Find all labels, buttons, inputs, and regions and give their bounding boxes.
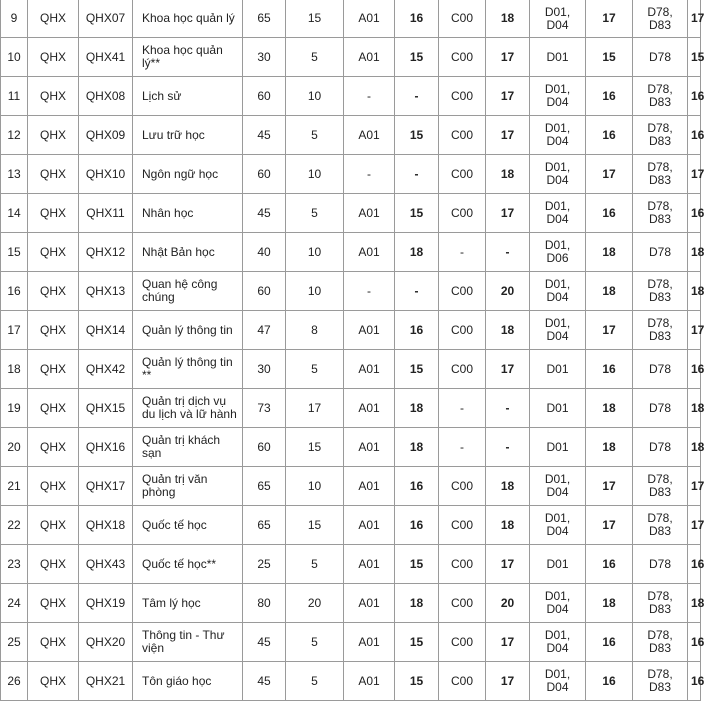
combo-4-cell: D78, D83 <box>633 662 688 701</box>
quota-total-cell: 45 <box>243 623 286 662</box>
school-code-cell: QHX <box>28 623 79 662</box>
row-number-cell: 18 <box>1 350 28 389</box>
row-number-cell: 10 <box>1 38 28 77</box>
major-name-cell: Nhật Bản học <box>133 233 243 272</box>
school-code-cell: QHX <box>28 38 79 77</box>
score-1-cell: 18 <box>395 428 439 467</box>
score-4-cell: 18 <box>688 428 701 467</box>
combo-4-cell: D78, D83 <box>633 311 688 350</box>
score-4-cell: 16 <box>688 77 701 116</box>
score-4-cell: 16 <box>688 194 701 233</box>
combo-1-cell: A01 <box>344 623 395 662</box>
table-row <box>1 623 701 662</box>
quota-total-cell: 60 <box>243 155 286 194</box>
major-name-cell: Lịch sử <box>133 77 243 116</box>
school-code-cell: QHX <box>28 428 79 467</box>
score-3-cell: 17 <box>586 155 633 194</box>
table-row <box>1 0 701 38</box>
major-name-cell: Lưu trữ học <box>133 116 243 155</box>
row-number-cell: 15 <box>1 233 28 272</box>
score-2-cell: - <box>486 389 530 428</box>
combo-4-cell: D78, D83 <box>633 272 688 311</box>
quota-total-cell: 45 <box>243 116 286 155</box>
major-name-cell: Quan hệ công chúng <box>133 272 243 311</box>
score-1-cell: 18 <box>395 584 439 623</box>
score-1-cell: - <box>395 272 439 311</box>
combo-4-cell: D78, D83 <box>633 116 688 155</box>
combo-4-cell: D78 <box>633 545 688 584</box>
score-1-cell: 18 <box>395 389 439 428</box>
score-3-cell: 16 <box>586 623 633 662</box>
major-code-cell: QHX42 <box>79 350 133 389</box>
table-body <box>1 0 704 701</box>
major-code-cell: QHX20 <box>79 623 133 662</box>
quota-total-cell: 65 <box>243 506 286 545</box>
score-3-cell: 16 <box>586 545 633 584</box>
major-code-cell: QHX12 <box>79 233 133 272</box>
score-3-cell: 15 <box>586 38 633 77</box>
major-code-cell: QHX43 <box>79 545 133 584</box>
combo-4-cell: D78 <box>633 428 688 467</box>
combo-4-cell: D78, D83 <box>633 506 688 545</box>
combo-3-cell: D01, D06 <box>530 233 586 272</box>
score-1-cell: 15 <box>395 623 439 662</box>
score-4-cell: 18 <box>688 272 701 311</box>
quota-total-cell: 60 <box>243 272 286 311</box>
score-1-cell: 16 <box>395 311 439 350</box>
row-number-cell: 24 <box>1 584 28 623</box>
combo-1-cell: A01 <box>344 428 395 467</box>
table-row <box>1 389 701 428</box>
major-name-cell: Quản lý thông tin <box>133 311 243 350</box>
score-1-cell: - <box>395 155 439 194</box>
combo-3-cell: D01, D04 <box>530 272 586 311</box>
score-4-cell: 16 <box>688 623 701 662</box>
combo-1-cell: A01 <box>344 350 395 389</box>
combo-2-cell: C00 <box>439 467 486 506</box>
major-code-cell: QHX16 <box>79 428 133 467</box>
quota-total-cell: 40 <box>243 233 286 272</box>
score-2-cell: 18 <box>486 155 530 194</box>
table-row <box>1 545 701 584</box>
score-3-cell: 16 <box>586 194 633 233</box>
school-code-cell: QHX <box>28 194 79 233</box>
quota-total-cell: 60 <box>243 428 286 467</box>
combo-1-cell: A01 <box>344 662 395 701</box>
combo-3-cell: D01 <box>530 545 586 584</box>
score-2-cell: - <box>486 428 530 467</box>
score-4-cell: 16 <box>688 662 701 701</box>
combo-2-cell: C00 <box>439 38 486 77</box>
quota-by-score-cell: 5 <box>286 545 344 584</box>
combo-3-cell: D01 <box>530 389 586 428</box>
score-2-cell: 17 <box>486 116 530 155</box>
table-row <box>1 311 701 350</box>
score-2-cell: 17 <box>486 194 530 233</box>
quota-by-score-cell: 8 <box>286 311 344 350</box>
combo-1-cell: - <box>344 155 395 194</box>
combo-1-cell: A01 <box>344 0 395 38</box>
major-name-cell: Quốc tế học <box>133 506 243 545</box>
major-name-cell: Khoa học quản lý** <box>133 38 243 77</box>
major-code-cell: QHX08 <box>79 77 133 116</box>
major-name-cell: Tôn giáo học <box>133 662 243 701</box>
combo-4-cell: D78, D83 <box>633 467 688 506</box>
combo-4-cell: D78 <box>633 389 688 428</box>
major-name-cell: Tâm lý học <box>133 584 243 623</box>
school-code-cell: QHX <box>28 350 79 389</box>
table-row <box>1 584 701 623</box>
combo-2-cell: C00 <box>439 662 486 701</box>
score-3-cell: 18 <box>586 389 633 428</box>
school-code-cell: QHX <box>28 77 79 116</box>
combo-2-cell: C00 <box>439 506 486 545</box>
quota-total-cell: 80 <box>243 584 286 623</box>
combo-3-cell: D01, D04 <box>530 155 586 194</box>
combo-1-cell: - <box>344 272 395 311</box>
row-number-cell: 25 <box>1 623 28 662</box>
combo-3-cell: D01 <box>530 428 586 467</box>
score-2-cell: 18 <box>486 0 530 38</box>
combo-2-cell: C00 <box>439 0 486 38</box>
score-3-cell: 17 <box>586 506 633 545</box>
quota-total-cell: 65 <box>243 467 286 506</box>
quota-total-cell: 73 <box>243 389 286 428</box>
combo-2-cell: C00 <box>439 311 486 350</box>
quota-by-score-cell: 15 <box>286 506 344 545</box>
score-1-cell: - <box>395 77 439 116</box>
major-code-cell: QHX09 <box>79 116 133 155</box>
major-code-cell: QHX13 <box>79 272 133 311</box>
table-row <box>1 77 701 116</box>
combo-3-cell: D01, D04 <box>530 662 586 701</box>
major-name-cell: Quản trị văn phòng <box>133 467 243 506</box>
quota-total-cell: 47 <box>243 311 286 350</box>
row-number-cell: 20 <box>1 428 28 467</box>
score-4-cell: 17 <box>688 506 701 545</box>
row-number-cell: 17 <box>1 311 28 350</box>
quota-by-score-cell: 5 <box>286 116 344 155</box>
score-3-cell: 16 <box>586 662 633 701</box>
quota-by-score-cell: 5 <box>286 662 344 701</box>
major-code-cell: QHX15 <box>79 389 133 428</box>
quota-total-cell: 60 <box>243 77 286 116</box>
score-4-cell: 15 <box>688 38 701 77</box>
table-row <box>1 116 701 155</box>
row-number-cell: 16 <box>1 272 28 311</box>
score-3-cell: 17 <box>586 0 633 38</box>
combo-2-cell: - <box>439 233 486 272</box>
combo-2-cell: C00 <box>439 545 486 584</box>
combo-4-cell: D78, D83 <box>633 77 688 116</box>
row-number-cell: 14 <box>1 194 28 233</box>
school-code-cell: QHX <box>28 584 79 623</box>
score-2-cell: 17 <box>486 623 530 662</box>
quota-total-cell: 30 <box>243 38 286 77</box>
major-code-cell: QHX41 <box>79 38 133 77</box>
combo-4-cell: D78, D83 <box>633 194 688 233</box>
school-code-cell: QHX <box>28 233 79 272</box>
score-1-cell: 18 <box>395 233 439 272</box>
major-code-cell: QHX18 <box>79 506 133 545</box>
major-name-cell: Quốc tế học** <box>133 545 243 584</box>
combo-1-cell: - <box>344 77 395 116</box>
quota-by-score-cell: 20 <box>286 584 344 623</box>
school-code-cell: QHX <box>28 0 79 38</box>
row-number-cell: 21 <box>1 467 28 506</box>
major-code-cell: QHX07 <box>79 0 133 38</box>
combo-1-cell: A01 <box>344 116 395 155</box>
score-2-cell: 17 <box>486 545 530 584</box>
quota-by-score-cell: 15 <box>286 0 344 38</box>
combo-2-cell: - <box>439 389 486 428</box>
table-row <box>1 38 701 77</box>
combo-2-cell: C00 <box>439 350 486 389</box>
table-row <box>1 467 701 506</box>
score-4-cell: 17 <box>688 311 701 350</box>
table-row <box>1 272 701 311</box>
combo-2-cell: C00 <box>439 155 486 194</box>
combo-4-cell: D78 <box>633 350 688 389</box>
score-3-cell: 18 <box>586 233 633 272</box>
score-1-cell: 15 <box>395 38 439 77</box>
combo-2-cell: C00 <box>439 623 486 662</box>
score-1-cell: 16 <box>395 0 439 38</box>
school-code-cell: QHX <box>28 467 79 506</box>
combo-3-cell: D01, D04 <box>530 116 586 155</box>
combo-3-cell: D01 <box>530 38 586 77</box>
row-number-cell: 13 <box>1 155 28 194</box>
score-4-cell: 16 <box>688 116 701 155</box>
combo-1-cell: A01 <box>344 233 395 272</box>
quota-total-cell: 45 <box>243 662 286 701</box>
combo-2-cell: C00 <box>439 584 486 623</box>
quota-by-score-cell: 5 <box>286 350 344 389</box>
combo-1-cell: A01 <box>344 389 395 428</box>
quota-by-score-cell: 10 <box>286 77 344 116</box>
combo-4-cell: D78, D83 <box>633 584 688 623</box>
combo-4-cell: D78, D83 <box>633 623 688 662</box>
school-code-cell: QHX <box>28 155 79 194</box>
table-row <box>1 662 701 701</box>
row-number-cell: 11 <box>1 77 28 116</box>
combo-4-cell: D78, D83 <box>633 0 688 38</box>
score-1-cell: 15 <box>395 116 439 155</box>
combo-3-cell: D01, D04 <box>530 584 586 623</box>
combo-1-cell: A01 <box>344 38 395 77</box>
major-code-cell: QHX21 <box>79 662 133 701</box>
quota-total-cell: 65 <box>243 0 286 38</box>
quota-by-score-cell: 5 <box>286 623 344 662</box>
score-4-cell: 16 <box>688 545 701 584</box>
quota-by-score-cell: 17 <box>286 389 344 428</box>
combo-3-cell: D01, D04 <box>530 77 586 116</box>
score-4-cell: 18 <box>688 584 701 623</box>
score-1-cell: 16 <box>395 467 439 506</box>
score-4-cell: 17 <box>688 467 701 506</box>
major-name-cell: Khoa học quản lý <box>133 0 243 38</box>
combo-4-cell: D78, D83 <box>633 155 688 194</box>
combo-1-cell: A01 <box>344 506 395 545</box>
score-4-cell: 16 <box>688 350 701 389</box>
score-3-cell: 17 <box>586 311 633 350</box>
combo-2-cell: C00 <box>439 194 486 233</box>
major-name-cell: Quản lý thông tin ** <box>133 350 243 389</box>
score-3-cell: 16 <box>586 350 633 389</box>
combo-1-cell: A01 <box>344 545 395 584</box>
quota-by-score-cell: 10 <box>286 233 344 272</box>
combo-4-cell: D78 <box>633 38 688 77</box>
score-2-cell: 17 <box>486 350 530 389</box>
school-code-cell: QHX <box>28 506 79 545</box>
school-code-cell: QHX <box>28 545 79 584</box>
score-3-cell: 17 <box>586 467 633 506</box>
score-4-cell: 17 <box>688 0 701 38</box>
score-3-cell: 18 <box>586 272 633 311</box>
row-number-cell: 9 <box>1 0 28 38</box>
score-2-cell: 20 <box>486 584 530 623</box>
row-number-cell: 19 <box>1 389 28 428</box>
major-name-cell: Quản trị khách sạn <box>133 428 243 467</box>
quota-total-cell: 30 <box>243 350 286 389</box>
score-2-cell: 20 <box>486 272 530 311</box>
combo-4-cell: D78 <box>633 233 688 272</box>
score-1-cell: 15 <box>395 545 439 584</box>
combo-1-cell: A01 <box>344 311 395 350</box>
combo-2-cell: C00 <box>439 77 486 116</box>
combo-3-cell: D01, D04 <box>530 506 586 545</box>
major-name-cell: Nhân học <box>133 194 243 233</box>
quota-total-cell: 45 <box>243 194 286 233</box>
major-code-cell: QHX14 <box>79 311 133 350</box>
score-1-cell: 15 <box>395 194 439 233</box>
major-code-cell: QHX17 <box>79 467 133 506</box>
major-name-cell: Ngôn ngữ học <box>133 155 243 194</box>
combo-3-cell: D01 <box>530 350 586 389</box>
quota-by-score-cell: 10 <box>286 467 344 506</box>
school-code-cell: QHX <box>28 311 79 350</box>
row-number-cell: 26 <box>1 662 28 701</box>
table-row <box>1 506 701 545</box>
quota-by-score-cell: 15 <box>286 428 344 467</box>
table-row <box>1 194 701 233</box>
major-code-cell: QHX19 <box>79 584 133 623</box>
school-code-cell: QHX <box>28 272 79 311</box>
combo-2-cell: C00 <box>439 116 486 155</box>
score-2-cell: 17 <box>486 38 530 77</box>
combo-1-cell: A01 <box>344 194 395 233</box>
combo-3-cell: D01, D04 <box>530 0 586 38</box>
combo-1-cell: A01 <box>344 467 395 506</box>
score-4-cell: 18 <box>688 233 701 272</box>
score-2-cell: - <box>486 233 530 272</box>
quota-by-score-cell: 10 <box>286 155 344 194</box>
score-2-cell: 18 <box>486 506 530 545</box>
score-2-cell: 17 <box>486 662 530 701</box>
score-4-cell: 18 <box>688 389 701 428</box>
score-2-cell: 18 <box>486 467 530 506</box>
quota-total-cell: 25 <box>243 545 286 584</box>
school-code-cell: QHX <box>28 389 79 428</box>
quota-by-score-cell: 10 <box>286 272 344 311</box>
combo-2-cell: C00 <box>439 272 486 311</box>
combo-2-cell: - <box>439 428 486 467</box>
score-1-cell: 15 <box>395 662 439 701</box>
table-row <box>1 428 701 467</box>
table-row <box>1 155 701 194</box>
combo-3-cell: D01, D04 <box>530 311 586 350</box>
table-row <box>1 233 701 272</box>
combo-3-cell: D01, D04 <box>530 623 586 662</box>
score-3-cell: 18 <box>586 584 633 623</box>
quota-by-score-cell: 5 <box>286 38 344 77</box>
score-3-cell: 16 <box>586 116 633 155</box>
major-code-cell: QHX11 <box>79 194 133 233</box>
score-4-cell: 17 <box>688 155 701 194</box>
score-1-cell: 15 <box>395 350 439 389</box>
table-row <box>1 350 701 389</box>
row-number-cell: 22 <box>1 506 28 545</box>
score-3-cell: 16 <box>586 77 633 116</box>
combo-3-cell: D01, D04 <box>530 467 586 506</box>
major-code-cell: QHX10 <box>79 155 133 194</box>
row-number-cell: 23 <box>1 545 28 584</box>
score-3-cell: 18 <box>586 428 633 467</box>
quota-by-score-cell: 5 <box>286 194 344 233</box>
score-2-cell: 18 <box>486 311 530 350</box>
major-name-cell: Thông tin - Thư viện <box>133 623 243 662</box>
combo-1-cell: A01 <box>344 584 395 623</box>
school-code-cell: QHX <box>28 116 79 155</box>
score-1-cell: 16 <box>395 506 439 545</box>
score-2-cell: 17 <box>486 77 530 116</box>
combo-3-cell: D01, D04 <box>530 194 586 233</box>
row-number-cell: 12 <box>1 116 28 155</box>
school-code-cell: QHX <box>28 662 79 701</box>
major-name-cell: Quản trị dịch vụ du lịch và lữ hành <box>133 389 243 428</box>
